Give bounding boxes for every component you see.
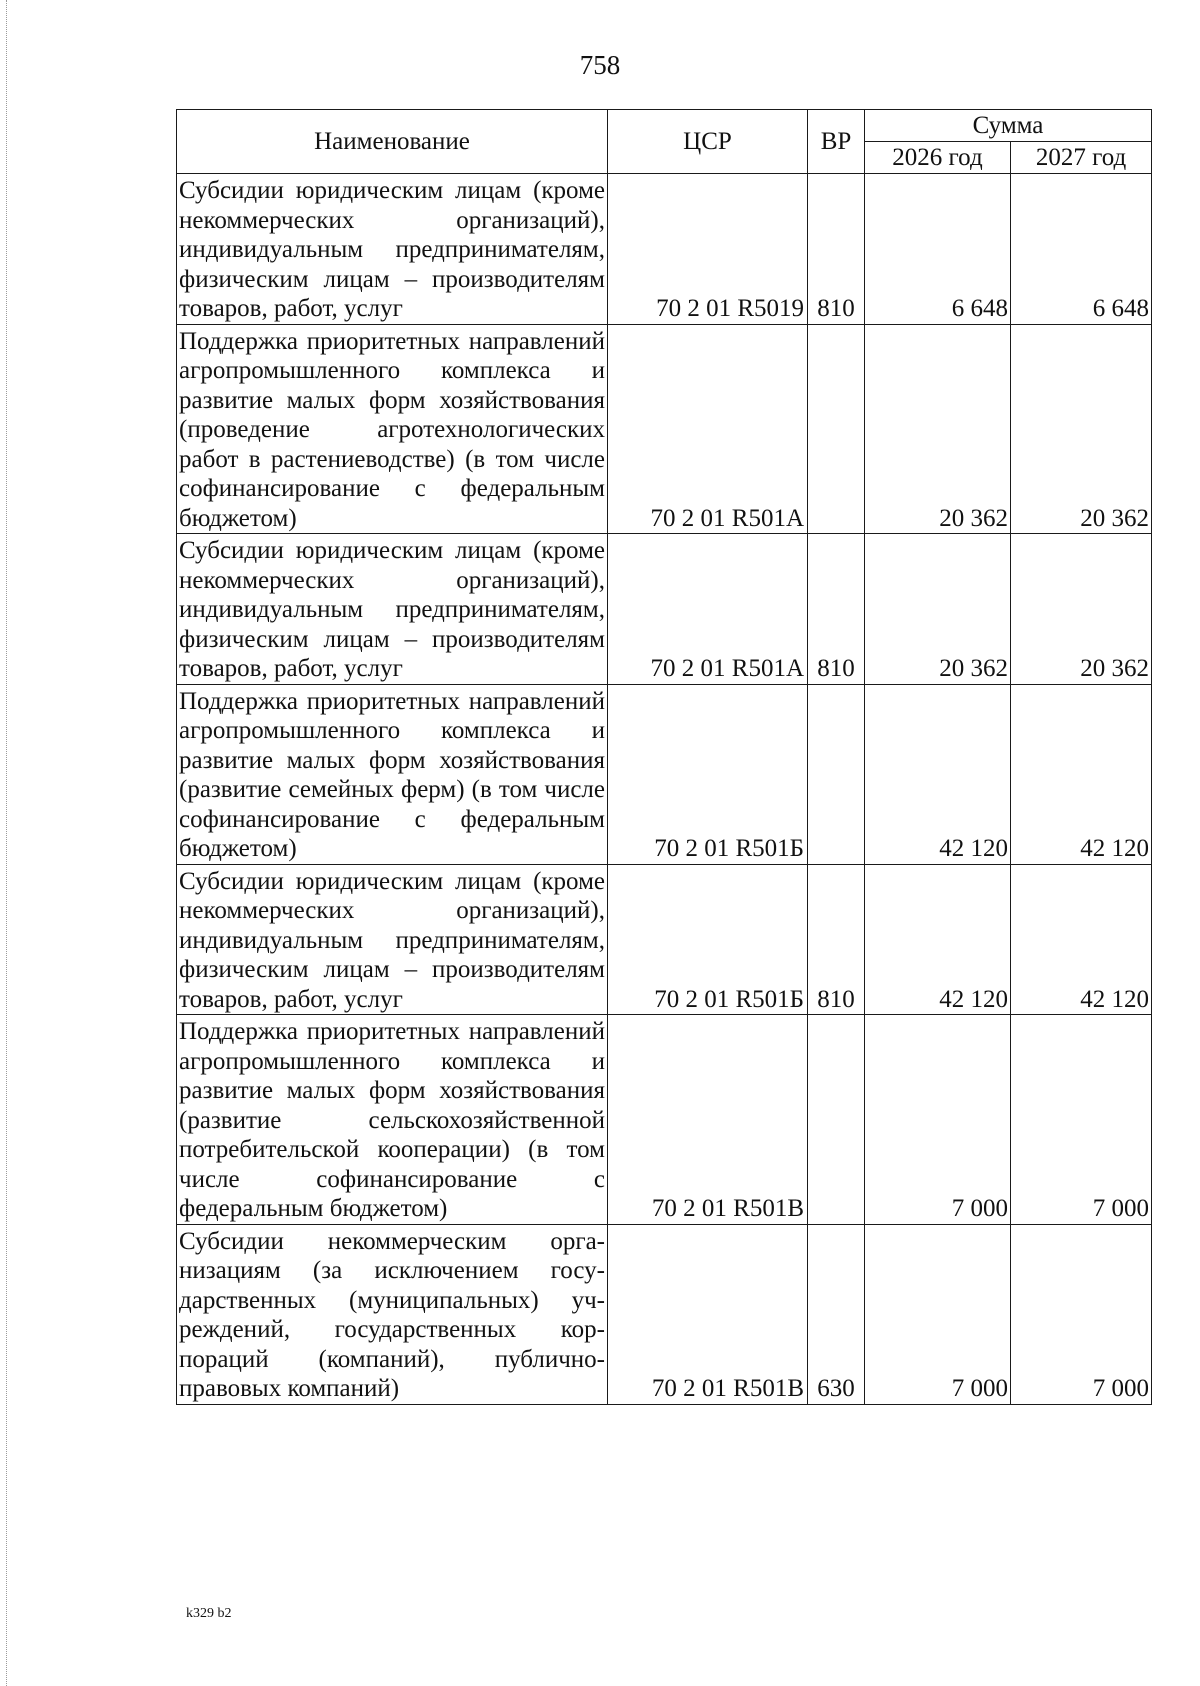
row-csr: 70 2 01 R501A: [608, 534, 808, 685]
row-name: Субсидии юридическим лицам (кроме некоммерческих организаций), индивидуальным предпринимателям, физическим лицам – производителям товаров, работ, услуг: [177, 864, 608, 1015]
footer-code: k329 b2: [186, 1606, 232, 1621]
row-name: Поддержка приоритетных направлений агропромышленного комплекса и развитие малых форм хозяйствования (развитие сельскохозяйственной потребительской кооперации) (в том числе софинансирование с федеральным бюджетом): [177, 1015, 608, 1225]
row-sum-2026: 20 362: [865, 324, 1011, 534]
row-vr: [808, 684, 865, 864]
row-sum-2027: 7 000: [1011, 1224, 1152, 1404]
table-row: [177, 684, 1152, 864]
row-csr: 70 2 01 R501B: [608, 1224, 808, 1404]
row-name: Поддержка приоритетных направлений агропромышленного комплекса и развитие малых форм хозяйствования (проведение агротехнологических работ в растениеводстве) (в том числе софинансирование с федеральным бюджетом): [177, 324, 608, 534]
row-name: Субсидии юридическим лицам (кроме некоммерческих организаций), индивидуальным предпринимателям, физическим лицам – производителям товаров, работ, услуг: [177, 534, 608, 685]
row-csr: 70 2 01 R501A: [608, 324, 808, 534]
row-vr: 810: [808, 534, 865, 685]
table-row: [177, 1224, 1152, 1404]
row-vr: [808, 324, 865, 534]
row-csr: 70 2 01 R501Б: [608, 864, 808, 1015]
row-sum-2027: 42 120: [1011, 864, 1152, 1015]
row-name: Субсидии некоммерческим организациям (за исключением государственных (муниципальных) учреждений, государственных корпораций (компаний), публично-правовых компаний): [177, 1224, 608, 1404]
table-row: [177, 864, 1152, 1015]
scan-margin-line: [6, 0, 7, 1686]
row-sum-2027: 6 648: [1011, 174, 1152, 325]
table-header: [177, 110, 1152, 174]
row-sum-2027: 20 362: [1011, 534, 1152, 685]
table-row: [177, 1015, 1152, 1225]
header-sum: Сумма: [865, 110, 1152, 142]
row-sum-2027: 42 120: [1011, 684, 1152, 864]
table-row: [177, 174, 1152, 325]
header-name: Наименование: [177, 110, 608, 174]
table-row: [177, 534, 1152, 685]
header-year-2027: 2027 год: [1011, 142, 1152, 174]
row-sum-2027: 7 000: [1011, 1015, 1152, 1225]
row-vr: 810: [808, 174, 865, 325]
row-vr: 630: [808, 1224, 865, 1404]
header-vr: ВР: [808, 110, 865, 174]
row-sum-2026: 42 120: [865, 864, 1011, 1015]
row-vr: 810: [808, 864, 865, 1015]
row-name: Поддержка приоритетных направлений агропромышленного комплекса и развитие малых форм хозяйствования (развитие семейных ферм) (в том числе софинансирование с федеральным бюджетом): [177, 684, 608, 864]
row-sum-2026: 42 120: [865, 684, 1011, 864]
table-body: [177, 174, 1152, 1405]
row-sum-2026: 6 648: [865, 174, 1011, 325]
row-csr: 70 2 01 R5019: [608, 174, 808, 325]
row-csr: 70 2 01 R501B: [608, 1015, 808, 1225]
budget-table: [176, 109, 1152, 1405]
page-number: 758: [579, 50, 621, 80]
row-sum-2026: 7 000: [865, 1224, 1011, 1404]
row-sum-2027: 20 362: [1011, 324, 1152, 534]
row-name: Субсидии юридическим лицам (кроме некоммерческих организаций), индивидуальным предпринимателям, физическим лицам – производителям товаров, работ, услуг: [177, 174, 608, 325]
header-csr: ЦСР: [608, 110, 808, 174]
table-row: [177, 324, 1152, 534]
header-year-2026: 2026 год: [865, 142, 1011, 174]
row-sum-2026: 20 362: [865, 534, 1011, 685]
row-csr: 70 2 01 R501Б: [608, 684, 808, 864]
row-sum-2026: 7 000: [865, 1015, 1011, 1225]
row-vr: [808, 1015, 865, 1225]
